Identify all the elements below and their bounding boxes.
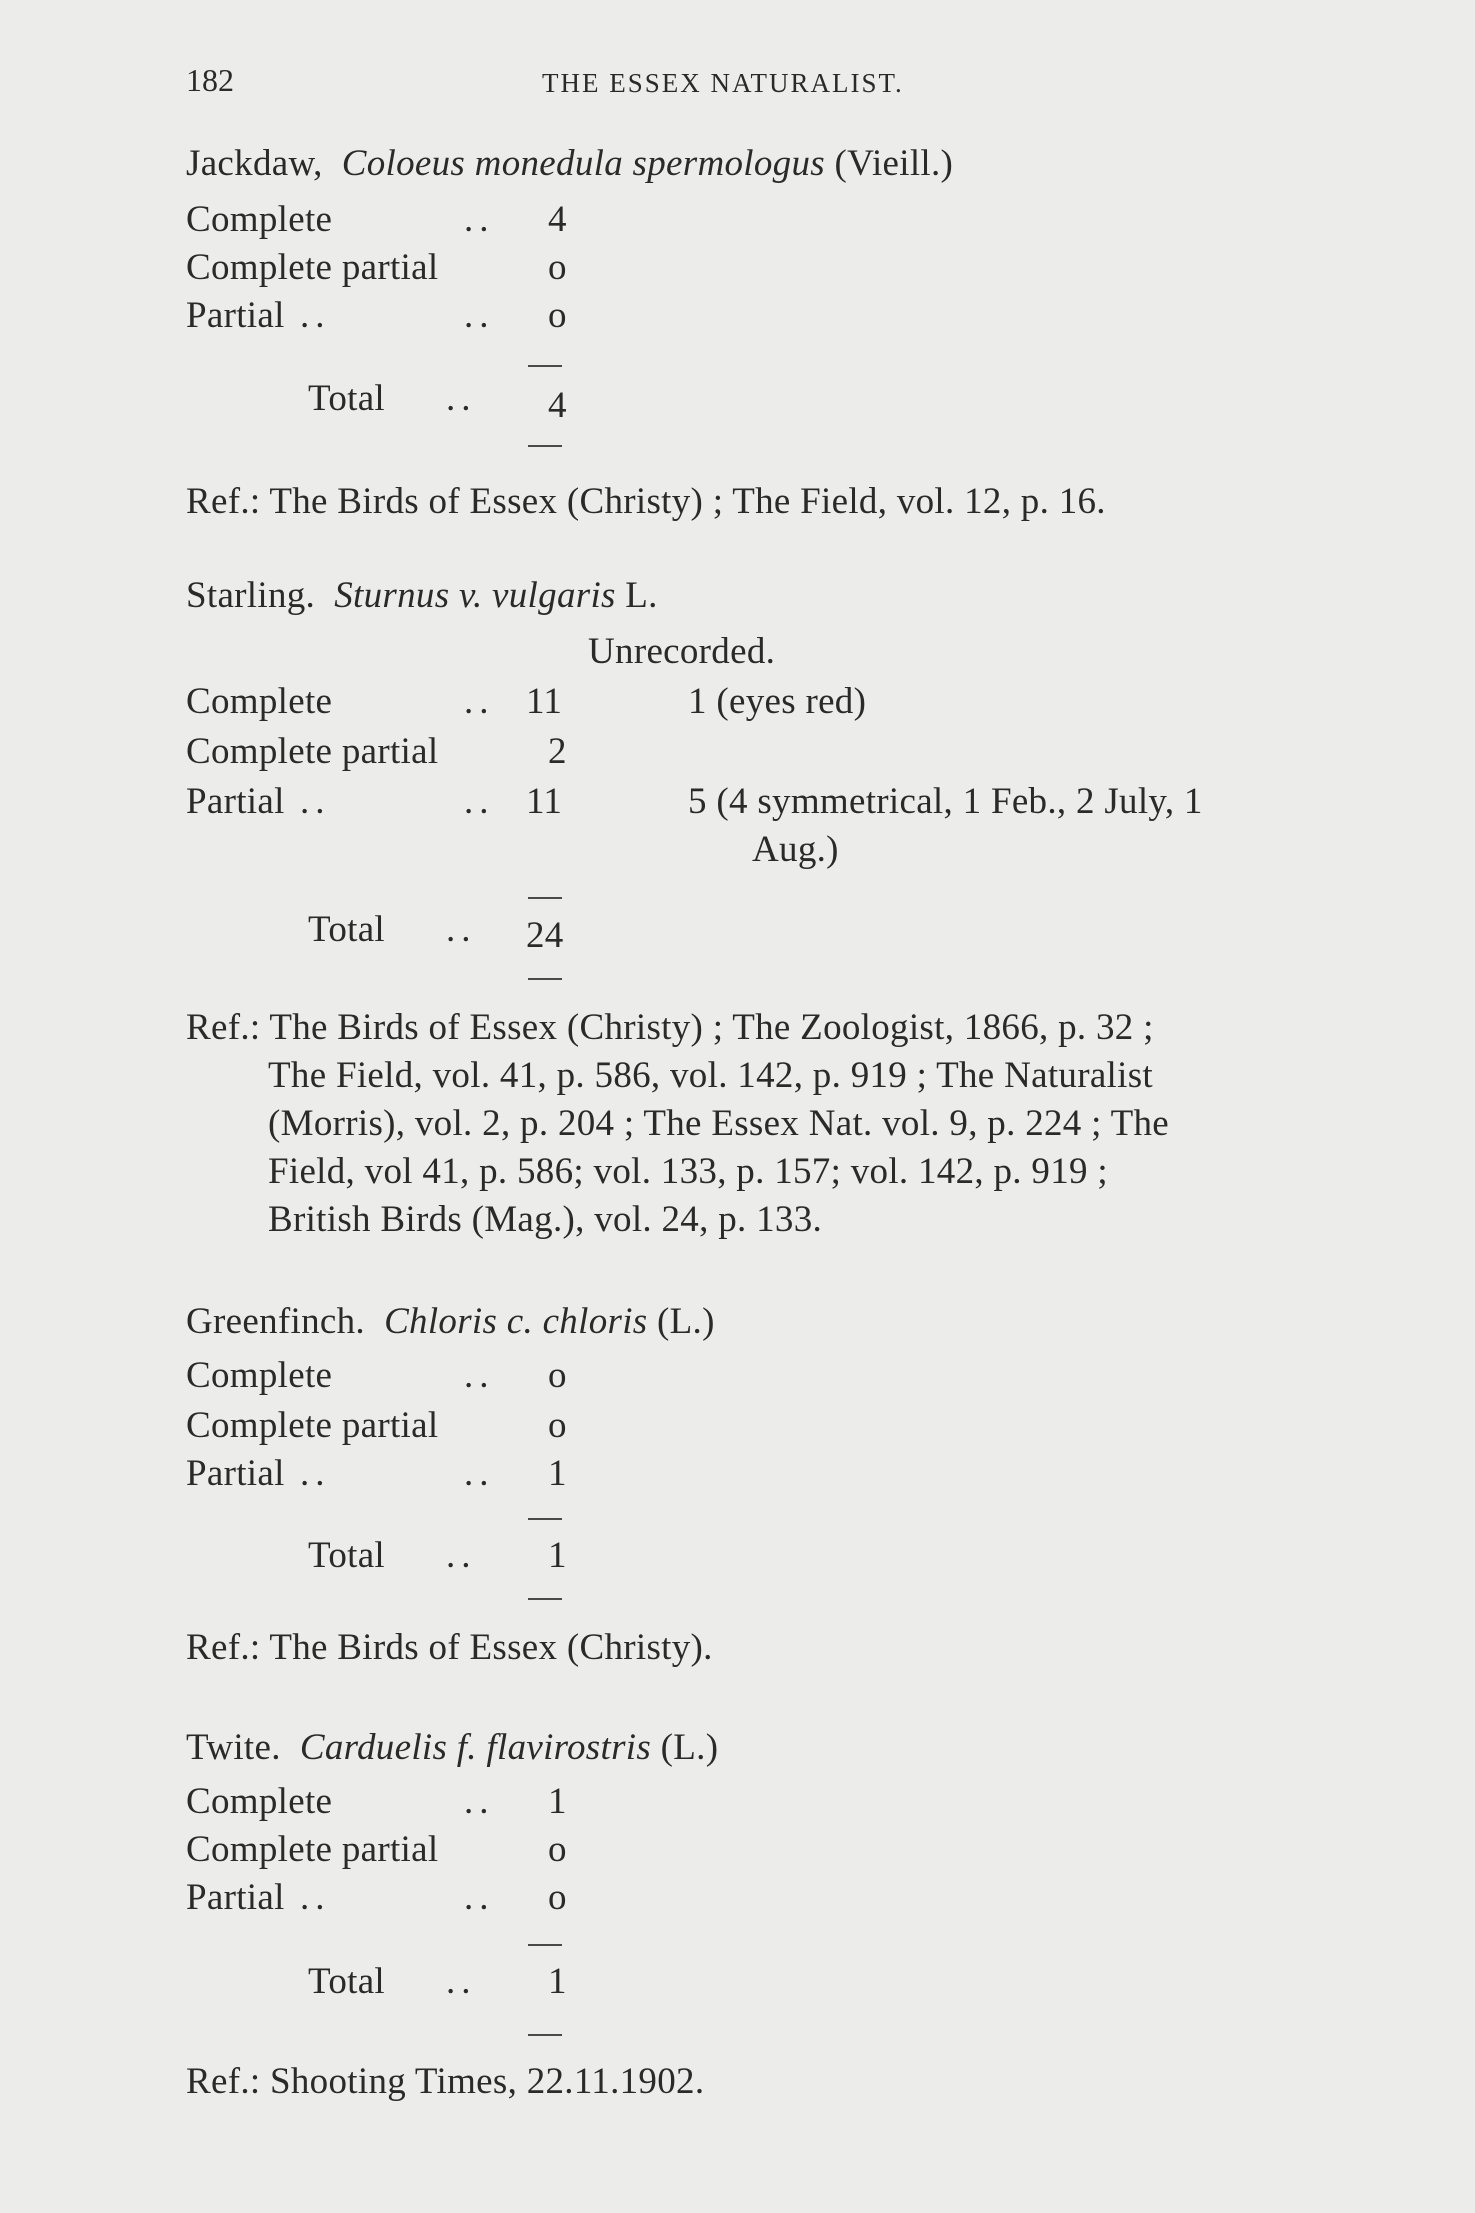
common-name: Twite. [186,1727,281,1768]
leader-dots: .. [446,1535,477,1576]
leader-dots: .. [464,1453,495,1494]
row-complete-partial-label: Complete partial [186,247,439,288]
sum-rule [528,1598,562,1600]
count-partial: 1 [548,1453,567,1494]
note-partial: 5 (4 symmetrical, 1 Feb., 2 July, 1 [688,781,1203,822]
count-partial: o [548,295,567,336]
sum-rule [528,2034,562,2036]
leader-dots: .. [464,295,495,336]
reference: Ref.: The Birds of Essex (Christy). [186,1627,713,1668]
count-complete: 11 [526,681,563,722]
authority: L. [625,575,658,616]
reference-line: Ref.: The Birds of Essex (Christy) ; The Zoologist, 1866, p. 32 ; [186,1007,1154,1048]
latin-name: Sturnus v. vulgaris [334,575,616,616]
common-name: Greenfinch. [186,1301,365,1342]
leader-dots: .. [464,1781,495,1822]
note-complete: 1 (eyes red) [688,681,867,722]
count-complete-partial: 2 [548,731,567,772]
reference: Ref.: Shooting Times, 22.11.1902. [186,2061,705,2102]
sum-rule [528,978,562,980]
latin-name: Carduelis f. flavirostris [299,1727,652,1768]
sum-rule [528,1944,562,1946]
row-total-label: Total [308,1535,385,1576]
count-complete: 1 [548,1781,567,1822]
leader-dots: .. [464,781,495,822]
count-complete-partial: o [548,1829,567,1870]
species-heading-starling [186,574,658,617]
latin-name: Coloeus monedula spermologus [341,143,825,184]
sum-rule [528,897,562,899]
row-complete-partial-label: Complete partial [186,731,439,772]
count-complete: o [548,1355,567,1396]
authority: (L.) [660,1727,719,1768]
latin-name: Chloris c. chloris [384,1301,648,1342]
count-total: 1 [548,1535,567,1576]
common-name: Jackdaw, [186,143,323,184]
row-total-label: Total [308,909,385,950]
row-partial-label: Partial .. [186,295,331,336]
row-partial-label: Partial .. [186,1453,331,1494]
row-partial-label: Partial .. [186,1877,331,1918]
reference-line: The Field, vol. 41, p. 586, vol. 142, p. 919 ; The Naturalist [268,1055,1153,1096]
authority: (L.) [657,1301,715,1342]
count-total: 1 [548,1961,567,2002]
page-number: 182 [186,62,234,98]
row-partial-label: Partial .. [186,781,331,822]
count-complete: 4 [548,199,567,240]
leader-dots: .. [464,1355,495,1396]
row-complete-partial-label: Complete partial [186,1405,439,1446]
species-heading-greenfinch [186,1300,715,1343]
sum-rule [528,1518,562,1520]
count-total: 24 [526,915,564,956]
row-complete-label: Complete [186,681,333,722]
authority: (Vieill.) [834,143,954,184]
reference-line: (Morris), vol. 2, p. 204 ; The Essex Nat. vol. 9, p. 224 ; The [268,1103,1170,1144]
leader-dots: .. [446,1961,477,2002]
species-heading-jackdaw [186,142,953,185]
leader-dots: .. [464,1877,495,1918]
count-complete-partial: o [548,247,567,288]
count-partial: o [548,1877,567,1918]
count-partial: 11 [526,781,563,822]
row-complete-label: Complete [186,1781,333,1822]
sum-rule [528,445,562,447]
sum-rule [528,365,562,367]
note-partial-continued: Aug.) [752,829,839,870]
species-heading-twite [186,1726,718,1769]
row-complete-label: Complete [186,1355,333,1396]
reference-line: Field, vol 41, p. 586; vol. 133, p. 157; vol. 142, p. 919 ; [268,1151,1108,1192]
leader-dots: .. [446,378,477,419]
reference-line: British Birds (Mag.), vol. 24, p. 133. [268,1199,823,1240]
running-head: THE ESSEX NATURALIST. [542,68,904,98]
leader-dots: .. [464,199,495,240]
row-total-label: Total [308,378,385,419]
row-complete-label: Complete [186,199,333,240]
leader-dots: .. [464,681,495,722]
reference: Ref.: The Birds of Essex (Christy) ; The Field, vol. 12, p. 16. [186,481,1106,522]
common-name: Starling. [186,575,316,616]
count-complete-partial: o [548,1405,567,1446]
unrecorded-heading: Unrecorded. [588,631,776,672]
leader-dots: .. [446,909,477,950]
count-total: 4 [548,385,567,426]
row-total-label: Total [308,1961,385,2002]
row-complete-partial-label: Complete partial [186,1829,439,1870]
